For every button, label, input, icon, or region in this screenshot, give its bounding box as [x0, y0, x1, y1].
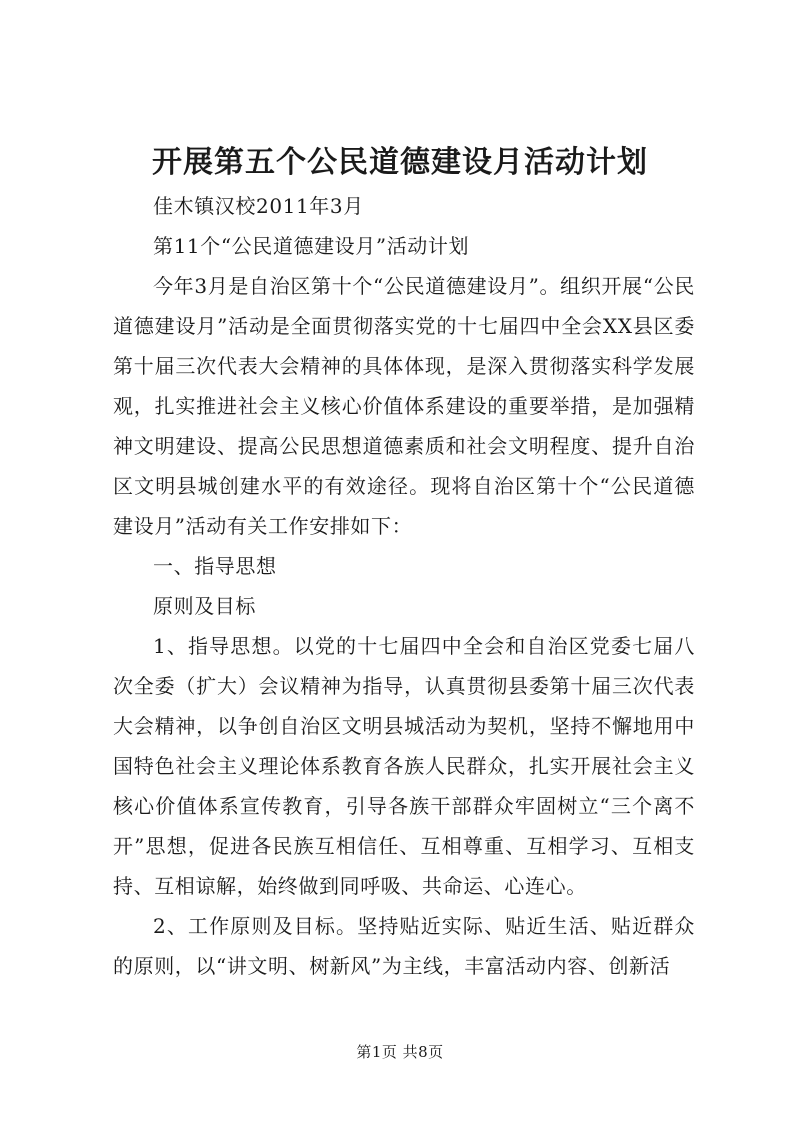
document-body: [113, 186, 695, 986]
document-title: 开展第五个公民道德建设月活动计划: [152, 145, 648, 180]
intro-paragraph: 今年3月是自治区第十个“公民道德建设月”。组织开展“公民道德建设月”活动是全面贯彻落实党的十七届四中全会XX县区委第十届三次代表大会精神的具体体现，是深入贯彻落实科学发展观，扎实推进社会主义核心价值体系建设的重要举措，是加强精神文明建设、提高公民思想道德素质和社会文明程度、提升自治区文明县城创建水平的有效途径。现将自治区第十个“公民道德建设月”活动有关工作安排如下：: [113, 274, 695, 538]
section-subheading: 原则及目标: [153, 594, 256, 618]
page-footer: 第1页 共8页: [356, 1043, 444, 1061]
subtitle-line: 第11个“公民道德建设月”活动计划: [153, 234, 470, 258]
principles-paragraph: 2、工作原则及目标。坚持贴近实际、贴近生活、贴近群众的原则，以“讲文明、树新风”为主线，丰富活动内容、创新活: [113, 914, 695, 978]
section-heading: 一、指导思想: [153, 554, 277, 578]
author-date-line: 佳木镇汉校2011年3月: [153, 194, 364, 218]
guiding-thought-paragraph: 1、指导思想。以党的十七届四中全会和自治区党委七届八次全委（扩大）会议精神为指导，认真贯彻县委第十届三次代表大会精神，以争创自治区文明县城活动为契机，坚持不懈地用中国特色社会主义理论体系教育各族人民群众，扎实开展社会主义核心价值体系宣传教育，引导各族干部群众牢固树立“三个离不开”思想，促进各民族互相信任、互相尊重、互相学习、互相支持、互相谅解，始终做到同呼吸、共命运、心连心。: [113, 634, 695, 898]
